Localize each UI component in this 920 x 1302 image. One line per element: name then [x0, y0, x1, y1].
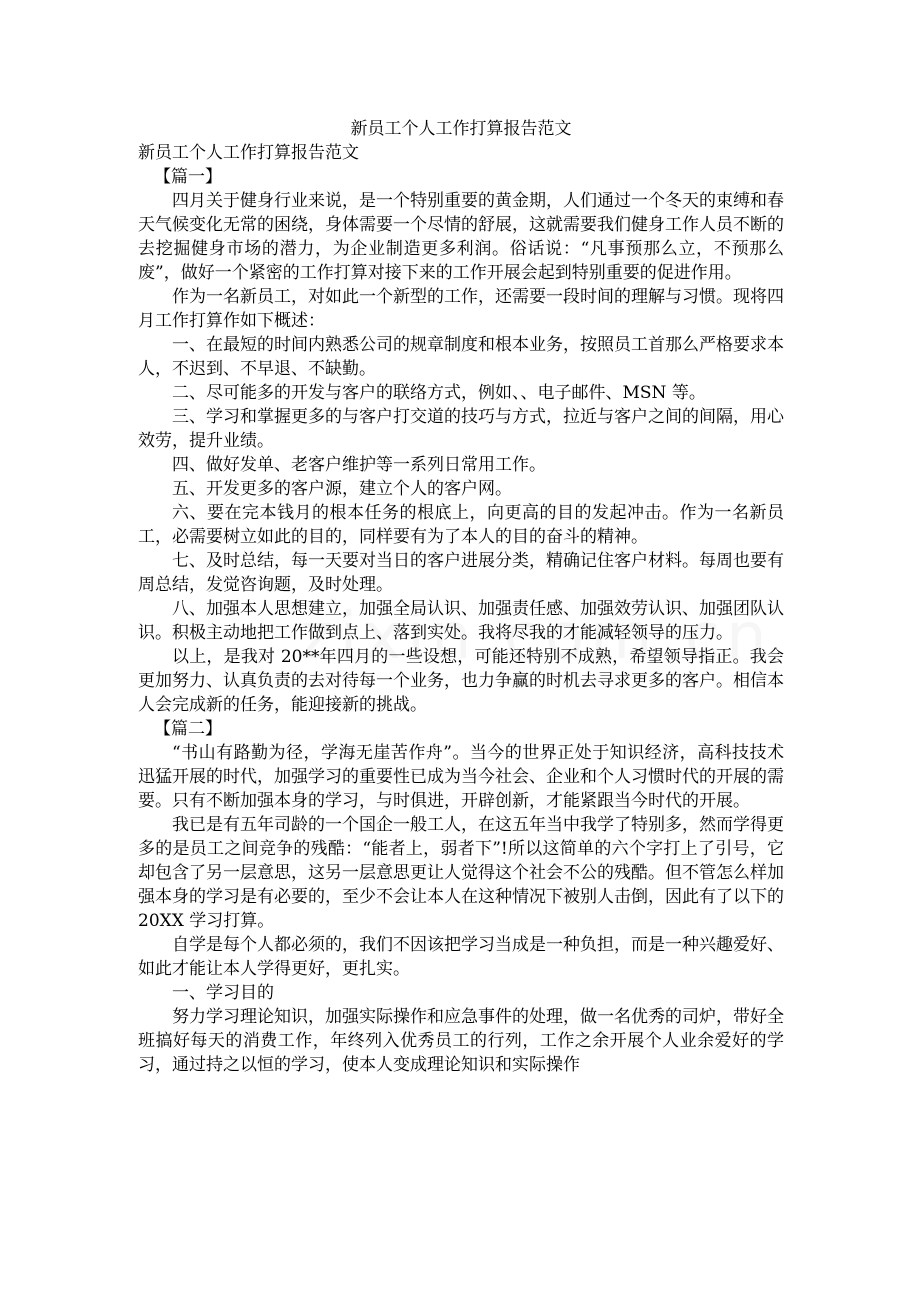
document-subtitle: 新员工个人工作打算报告范文: [138, 143, 359, 163]
list-item: 七、及时总结，每一天要对当日的客户进展分类，精确记住客户材料。每周也要有周总结，发觉咨询题，及时处理。: [138, 551, 784, 595]
paragraph: “书山有路勤为径，学海无崖苦作舟”。当今的世界正处于知识经济，高科技技术迅猛开展的时代，加强学习的重要性已成为当今社会、企业和个人习惯时代的开展的需要。只有不断加强本身的学习，与时俱进，开辟创新，才能紧跟当今时代的开展。: [138, 743, 784, 811]
document-title: 新员工个人工作打算报告范文: [350, 119, 572, 139]
list-item: 二、尽可能多的开发与客户的联络方式，例如、、电子邮件、MSN 等。: [172, 383, 706, 403]
list-item: 四、做好发单、老客户维护等一系列日常用工作。: [172, 455, 546, 475]
list-item: 六、要在完本钱月的根本任务的根底上，向更高的目的发起冲击。作为一名新员工，必需要树立如此的目的，同样要有为了本人的目的奋斗的精神。: [138, 503, 784, 547]
paragraph: 四月关于健身行业来说，是一个特别重要的黄金期，人们通过一个冬天的束缚和春天气候变化无常的困绕，身体需要一个尽情的舒展，这就需要我们健身工作人员不断的去挖掘健身市场的潜力，为企业制造更多利润。俗话说：“凡事预那么立，不预那么废”，做好一个紧密的工作打算对接下来的工作开展会起到特别重要的促进作用。: [138, 191, 784, 283]
paragraph: 自学是每个人都必须的，我们不因该把学习当成是一种负担，而是一种兴趣爱好、如此才能让本人学得更好，更扎实。: [138, 935, 784, 979]
document-page: [138, 117, 784, 1077]
list-item: 三、学习和掌握更多的与客户打交道的技巧与方式，拉近与客户之间的间隔，用心效劳，提升业绩。: [138, 407, 784, 451]
paragraph: 我已是有五年司龄的一个国企一般工人，在这五年当中我学了特别多，然而学得更多的是员工之间竞争的残酷：“能者上，弱者下”!所以这简单的六个字打上了引号，它却包含了另一层意思，这另一层意思更让人觉得这个社会不公的残酷。但不管怎么样加强本身的学习是有必要的，至少不会让本人在这种情况下被别人击倒，因此有了以下的 20XX 学习打算。: [138, 815, 784, 931]
list-item: 八、加强本人思想建立，加强全局认识、加强责任感、加强效劳认识、加强团队认识。积极主动地把工作做到点上、落到实处。我将尽我的才能减轻领导的压力。: [138, 599, 784, 643]
paragraph: 以上，是我对 20**年四月的一些设想，可能还特别不成熟，希望领导指正。我会更加努力、认真负责的去对待每一个业务，也力争赢的时机去寻求更多的客户。相信本人会完成新的任务，能迎接新的挑战。: [138, 647, 784, 715]
subheading: 一、学习目的: [172, 983, 274, 1003]
section-heading-1: 【篇一】: [154, 167, 222, 187]
paragraph: 作为一名新员工，对如此一个新型的工作，还需要一段时间的理解与习惯。现将四月工作打算作如下概述：: [138, 287, 784, 331]
section-heading-2: 【篇二】: [154, 719, 222, 739]
paragraph: 努力学习理论知识，加强实际操作和应急事件的处理，做一名优秀的司炉，带好全班搞好每天的消费工作，年终列入优秀员工的行列，工作之余开展个人业余爱好的学习，通过持之以恒的学习，使本人变成理论知识和实际操作: [138, 1007, 784, 1075]
list-item: 五、开发更多的客户源，建立个人的客户网。: [172, 479, 512, 499]
list-item: 一、在最短的时间内熟悉公司的规章制度和根本业务，按照员工首那么严格要求本人，不迟到、不早退、不缺勤。: [138, 335, 784, 379]
